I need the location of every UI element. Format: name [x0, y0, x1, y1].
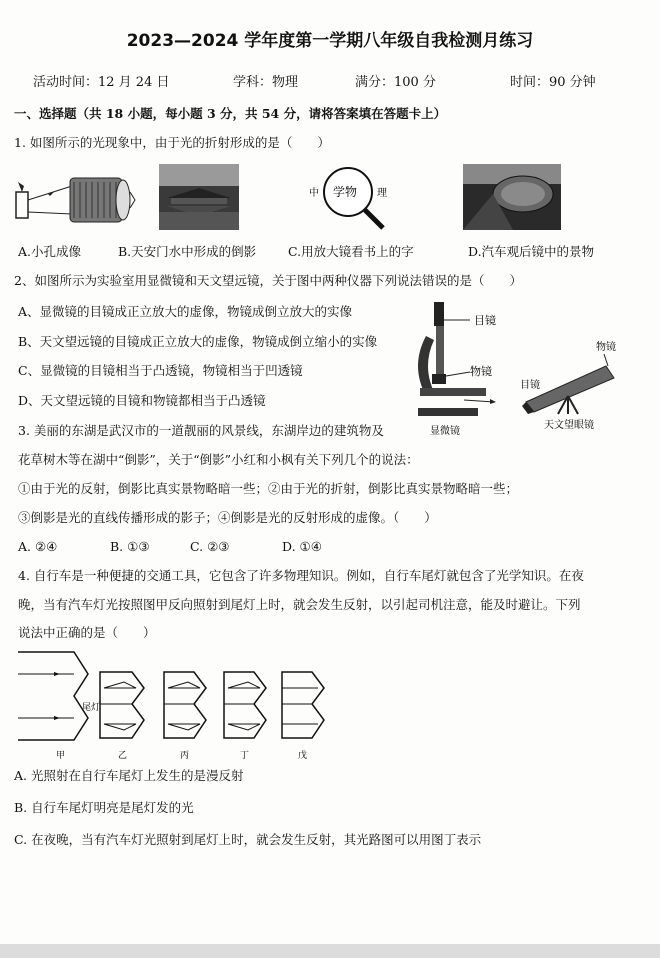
q1-stem: 1. 如图所示的光现象中，由于光的折射形成的是（ ） [14, 135, 330, 150]
telescope-label: 天文望眼镜 [544, 420, 594, 431]
magnifier-left-char: 中 [309, 188, 319, 199]
q1-option-b: B.天安门水中形成的倒影 [118, 244, 257, 259]
q2-option-a: A、显微镜的目镜成正立放大的虚像，物镜成倒立放大的实像 [18, 304, 353, 319]
taillight-diagram-wu [282, 672, 324, 761]
q2-option-d: D、天文望远镜的目镜和物镜都相当于凸透镜 [18, 393, 266, 408]
q1-option-a: A.小孔成像 [18, 244, 82, 259]
pinhole-camera-figure [14, 162, 139, 228]
taillight-diagram-jia [18, 652, 100, 761]
magnifier-right-char: 理 [377, 188, 387, 199]
taillight-diagram-ding [224, 672, 266, 761]
car-mirror-photo [463, 164, 561, 230]
section-heading: 一、选择题（共 18 小题，每小题 3 分，共 54 分，请将答案填在答题卡上） [14, 106, 447, 121]
figure-label-ding: 丁 [240, 751, 250, 761]
q3-option-d: D. ①④ [282, 539, 322, 554]
q4-line-3: 说法中正确的是（ ） [18, 625, 156, 640]
telescope-eyepiece-label: 目镜 [520, 380, 540, 391]
q2-option-b: B、天文望远镜的目镜成正立放大的虚像，物镜成倒立缩小的实像 [18, 334, 378, 349]
q3-line-3: ①由于光的反射，倒影比真实景物略暗一些；②由于光的折射，倒影比真实景物略暗一些； [18, 481, 519, 496]
taillight-diagrams [14, 646, 334, 764]
q1-option-c: C.用放大镜看书上的字 [288, 244, 414, 259]
taillight-label: 尾灯 [82, 703, 101, 713]
q4-option-a: A. 光照射在自行车尾灯上发生的是漫反射 [14, 768, 244, 783]
page-title: 2023—2024 学年度第一学期八年级自我检测月练习 [126, 31, 534, 51]
subject: 学科：物理 [233, 75, 299, 90]
tiananmen-reflection-photo [159, 164, 239, 230]
figure-label-bing: 丙 [180, 751, 190, 761]
q3-option-b: B. ①③ [110, 539, 150, 554]
q4-line-1: 4. 自行车是一种便捷的交通工具，它包含了许多物理知识。例如，自行车尾灯就包含了光学知识。在夜 [18, 568, 584, 583]
magnifier-figure [305, 164, 395, 232]
q3-line-4: ③倒影是光的直线传播形成的影子；④倒影是光的反射形成的虚像。（ ） [18, 510, 437, 525]
q3-option-c: C. ②③ [190, 539, 230, 554]
microscope-label: 显微镜 [430, 426, 460, 437]
q3-line-1: 3. 美丽的东湖是武汉市的一道靓丽的风景线，东湖岸边的建筑物及 [18, 423, 384, 438]
q4-option-c: C. 在夜晚，当有汽车灯光照射到尾灯上时，就会发生反射，其光路图可以用图丁表示 [14, 832, 482, 847]
magnifier-center-chars: 学物 [333, 185, 358, 199]
q2-stem: 2、如图所示为实验室用显微镜和天文望远镜，关于图中两种仪器下列说法错误的是（ ） [14, 273, 522, 288]
figure-label-jia: 甲 [56, 751, 66, 761]
q3-option-a: A. ②④ [18, 539, 58, 554]
q1-option-d: D.汽车观后镜中的景物 [468, 244, 595, 259]
figure-label-yi: 乙 [118, 751, 128, 761]
q2-option-c: C、显微镜的目镜相当于凸透镜，物镜相当于凹透镜 [18, 363, 303, 378]
q3-line-2: 花草树木等在湖中“倒影”，关于“倒影”小红和小枫有关下列几个的说法： [18, 452, 419, 467]
bottom-bar [0, 944, 660, 958]
telescope-objective-label: 物镜 [596, 342, 616, 353]
figure-label-wu: 戊 [298, 751, 308, 761]
taillight-diagram-yi [100, 672, 144, 761]
q4-option-b: B. 自行车尾灯明亮是尾灯发的光 [14, 800, 194, 815]
activity-time: 活动时间：12 月 24 日 [33, 75, 170, 90]
duration: 时间：90 分钟 [510, 75, 596, 90]
taillight-diagram-bing [164, 672, 206, 761]
full-score: 满分：100 分 [355, 75, 436, 90]
q4-line-2: 晚，当有汽车灯光按照图甲反向照射到尾灯上时，就会发生反射，以引起司机注意，能及时避让。下列 [18, 597, 581, 612]
microscope-eyepiece-label: 目镜 [474, 314, 496, 327]
telescope-figure [514, 340, 634, 434]
microscope-objective-label: 物镜 [470, 365, 492, 378]
microscope-figure [404, 296, 514, 440]
